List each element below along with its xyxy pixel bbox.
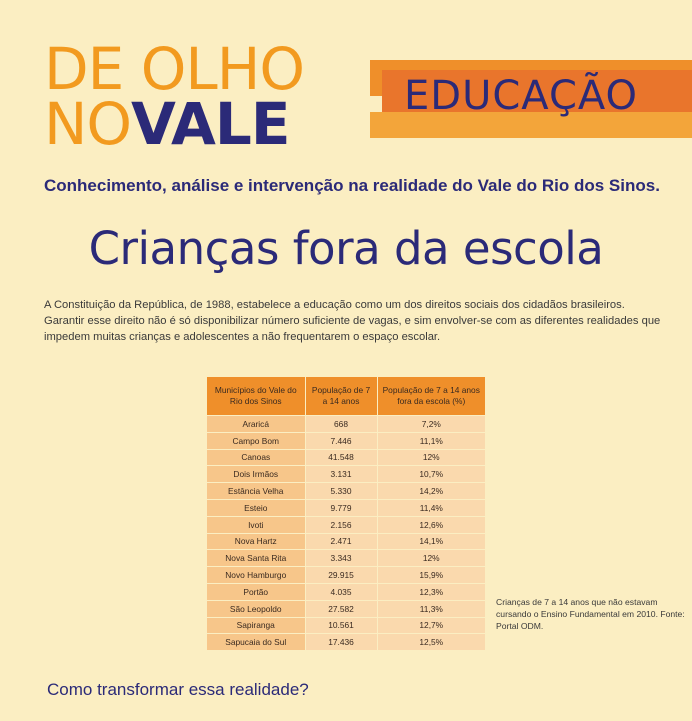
- cell-out-of-school: 15,9%: [377, 567, 485, 584]
- cell-population: 3.131: [305, 466, 377, 483]
- cell-municipality: Nova Santa Rita: [207, 550, 305, 567]
- cell-population: 10.561: [305, 617, 377, 634]
- table-row: [207, 600, 485, 617]
- section-label: EDUCAÇÃO: [404, 73, 639, 119]
- cell-municipality: Portão: [207, 583, 305, 600]
- table-row: [207, 550, 485, 567]
- cell-out-of-school: 12,5%: [377, 634, 485, 650]
- cell-municipality: Novo Hamburgo: [207, 567, 305, 584]
- table-row: [207, 499, 485, 516]
- table-row: [207, 516, 485, 533]
- cell-municipality: Sapucaia do Sul: [207, 634, 305, 650]
- cell-population: 29.915: [305, 567, 377, 584]
- table-row: [207, 466, 485, 483]
- cell-out-of-school: 12,6%: [377, 516, 485, 533]
- cell-out-of-school: 12%: [377, 449, 485, 466]
- cell-out-of-school: 12,7%: [377, 617, 485, 634]
- cell-population: 17.436: [305, 634, 377, 650]
- cell-population: 5.330: [305, 483, 377, 500]
- table-row: [207, 583, 485, 600]
- table-row: [207, 483, 485, 500]
- data-table-container: [207, 377, 485, 650]
- intro-paragraph: A Constituição da República, de 1988, estabelece a educação como um dos direitos sociais dos cidadãos brasileiros. Garantir esse direito não é só disponibilizar número suficiente de vagas, e sim envolver-se com as diferentes realidades que impedem muitas crianças e adolescentes a não frequentarem o espaço escolar.: [44, 299, 661, 343]
- cell-out-of-school: 11,3%: [377, 600, 485, 617]
- cell-out-of-school: 7,2%: [377, 416, 485, 433]
- cell-population: 668: [305, 416, 377, 433]
- page-title: Crianças fora da escola: [88, 222, 604, 275]
- header-population: População de 7 a 14 anos: [305, 377, 377, 416]
- cell-municipality: Ivoti: [207, 516, 305, 533]
- table-row: [207, 432, 485, 449]
- cell-population: 2.471: [305, 533, 377, 550]
- table-row: [207, 533, 485, 550]
- header-out-of-school: População de 7 a 14 anos fora da escola (%): [377, 377, 485, 416]
- cell-municipality: Araricá: [207, 416, 305, 433]
- table-row: [207, 567, 485, 584]
- cell-out-of-school: 12,3%: [377, 583, 485, 600]
- cell-out-of-school: 11,4%: [377, 499, 485, 516]
- cell-out-of-school: 14,2%: [377, 483, 485, 500]
- cell-out-of-school: 11,1%: [377, 432, 485, 449]
- cell-population: 27.582: [305, 600, 377, 617]
- cell-municipality: Sapiranga: [207, 617, 305, 634]
- cell-municipality: Esteio: [207, 499, 305, 516]
- cell-municipality: Estância Velha: [207, 483, 305, 500]
- table-row: [207, 634, 485, 650]
- cell-out-of-school: 12%: [377, 550, 485, 567]
- masthead-vale: VALE: [131, 90, 290, 158]
- masthead-line-2: [44, 90, 290, 158]
- masthead-no: NO: [44, 90, 132, 158]
- table-row: [207, 449, 485, 466]
- table-note: Crianças de 7 a 14 anos que não estavam cursando o Ensino Fundamental em 2010. Fonte: Portal ODM.: [496, 597, 685, 631]
- cell-population: 4.035: [305, 583, 377, 600]
- cell-population: 3.343: [305, 550, 377, 567]
- table-row: [207, 416, 485, 433]
- cell-municipality: Canoas: [207, 449, 305, 466]
- cell-municipality: Campo Bom: [207, 432, 305, 449]
- cell-population: 41.548: [305, 449, 377, 466]
- masthead-line-1: DE OLHO: [44, 35, 304, 103]
- page-subtitle: Conhecimento, análise e intervenção na realidade do Vale do Rio dos Sinos.: [44, 176, 660, 195]
- table-row: [207, 617, 485, 634]
- table-body: [207, 416, 485, 651]
- cell-population: 7.446: [305, 432, 377, 449]
- bottom-heading: Como transformar essa realidade?: [47, 680, 309, 699]
- cell-municipality: Dois Irmãos: [207, 466, 305, 483]
- municipalities-table: [207, 377, 485, 650]
- cell-out-of-school: 14,1%: [377, 533, 485, 550]
- header-municipality: Municípios do Vale do Rio dos Sinos: [207, 377, 305, 416]
- table-header-row: [207, 377, 485, 416]
- cell-population: 2.156: [305, 516, 377, 533]
- cell-population: 9.779: [305, 499, 377, 516]
- cell-municipality: São Leopoldo: [207, 600, 305, 617]
- cell-out-of-school: 10,7%: [377, 466, 485, 483]
- cell-municipality: Nova Hartz: [207, 533, 305, 550]
